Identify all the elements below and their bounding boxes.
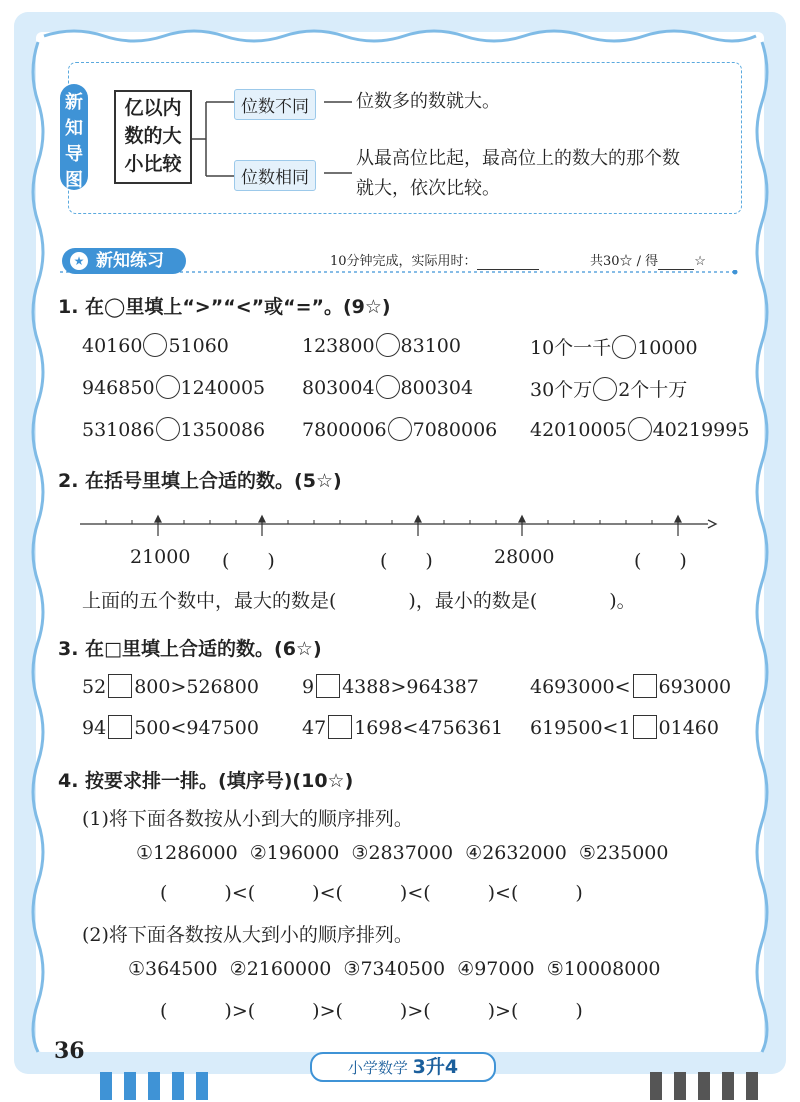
left-number: 946850: [82, 377, 155, 399]
right-number: 7080006: [412, 419, 498, 441]
answer-box[interactable]: [633, 715, 657, 739]
left-number: 7800006: [302, 419, 387, 441]
comparison-item: [530, 375, 687, 402]
branch-label-same-digits: 位数相同: [234, 160, 316, 191]
footer-stripe: [674, 1072, 686, 1100]
branch-connector: [324, 100, 354, 104]
sentence-part: 上面的五个数中，最大的数是(: [82, 590, 337, 612]
sort-item: ④97000: [457, 958, 535, 980]
comparison-item: [302, 417, 497, 441]
suffix-text: 693000: [658, 676, 732, 698]
right-number: 10000: [637, 337, 698, 359]
branch-connector: [324, 171, 354, 175]
answer-circle[interactable]: [628, 417, 652, 441]
footer-stripe: [124, 1072, 136, 1100]
sentence-part: )，最小的数是(: [408, 590, 538, 612]
left-number: 123800: [302, 335, 375, 357]
comparison-item: [302, 375, 473, 399]
q4-part1-instruction: (1)将下面各数按从小到大的顺序排列。: [82, 808, 413, 830]
footer-stripe: [148, 1072, 160, 1100]
answer-box[interactable]: [108, 674, 132, 698]
badge-char: 新: [65, 92, 83, 113]
suffix-text: 800>526800: [134, 676, 259, 698]
answer-circle[interactable]: [143, 333, 167, 357]
topic-line: 数的大: [124, 125, 182, 147]
answer-circle[interactable]: [156, 375, 180, 399]
badge-char: 图: [65, 170, 83, 191]
branch-text-same-digits-line2: 就大，依次比较。: [356, 178, 500, 199]
topic-line: 亿以内: [124, 97, 182, 119]
footer-stripe: [172, 1072, 184, 1100]
timer-text: 10分钟完成，实际用时：: [330, 254, 477, 269]
timer-label: [330, 250, 539, 270]
q4-part2-items: [128, 958, 661, 980]
footer-stripe: [196, 1072, 208, 1100]
comparison-item: [530, 417, 749, 441]
concept-map-bracket: [192, 96, 240, 182]
sentence-part: )。: [609, 590, 636, 612]
left-number: 40160: [82, 335, 143, 357]
sort-item: ①364500: [128, 958, 218, 980]
suffix-text: 01460: [658, 717, 719, 739]
question-1-title: 1. 在◯里填上“>”“<”或“=”。(9☆): [58, 296, 391, 318]
suffix-text: 500<947500: [134, 717, 259, 739]
branch-label-different-digits: 位数不同: [234, 89, 316, 120]
fill-box-item: [302, 674, 479, 698]
prefix-text: 52: [82, 676, 107, 698]
grade-label: 3升4: [412, 1056, 459, 1078]
fill-box-item: [82, 715, 259, 739]
sort-item: ⑤235000: [578, 842, 669, 864]
fill-box-item: [530, 674, 731, 698]
prefix-text: 4693000<: [530, 676, 631, 698]
fill-box-item: [82, 674, 259, 698]
branch-text-same-digits-line1: 从最高位比起，最高位上的数大的那个数: [356, 148, 680, 169]
score-label: [590, 250, 706, 270]
right-number: 2个十万: [618, 379, 688, 401]
prefix-text: 47: [302, 717, 327, 739]
section-divider: [60, 270, 740, 276]
right-number: 83100: [400, 335, 461, 357]
comparison-item: [530, 333, 698, 360]
answer-box[interactable]: [108, 715, 132, 739]
score-text: 共30☆ / 得: [590, 254, 659, 269]
number-line-answer-blank[interactable]: ( ): [634, 550, 687, 572]
q4-part2-instruction: (2)将下面各数按从大到小的顺序排列。: [82, 924, 413, 946]
question-3-title: 3. 在□里填上合适的数。(6☆): [58, 638, 322, 660]
question-2-title: 2. 在括号里填上合适的数。(5☆): [58, 470, 342, 492]
right-number: 40219995: [652, 419, 750, 441]
answer-circle[interactable]: [376, 375, 400, 399]
comparison-item: [302, 333, 461, 357]
answer-circle[interactable]: [156, 417, 180, 441]
page-number: 36: [54, 1038, 85, 1064]
star-icon: ☆: [694, 254, 706, 269]
badge-char: 导: [65, 144, 83, 165]
right-number: 800304: [400, 377, 474, 399]
number-line: [80, 512, 720, 536]
footer-stripe: [746, 1072, 758, 1100]
comparison-item: [82, 375, 265, 399]
q4-part2-answer[interactable]: ( )>( )>( )>( )>( ): [160, 1000, 583, 1022]
answer-box[interactable]: [316, 674, 340, 698]
sort-item: ⑤10008000: [546, 958, 661, 980]
comparison-item: [82, 417, 265, 441]
fill-box-item: [302, 715, 503, 739]
left-number: 42010005: [530, 419, 627, 441]
answer-circle[interactable]: [388, 417, 412, 441]
book-label-pill: [310, 1052, 496, 1082]
sort-item: ①1286000: [136, 842, 238, 864]
badge-char: 知: [65, 118, 83, 139]
branch-text-different-digits: 位数多的数就大。: [356, 91, 500, 112]
answer-box[interactable]: [633, 674, 657, 698]
sort-item: ③2837000: [351, 842, 454, 864]
suffix-text: 4388>964387: [342, 676, 479, 698]
right-number: 51060: [168, 335, 229, 357]
answer-circle[interactable]: [593, 377, 617, 401]
right-number: 1240005: [180, 377, 266, 399]
number-line-answer-blank[interactable]: ( ): [380, 550, 433, 572]
q4-part1-items: [136, 842, 669, 864]
sort-item: ②196000: [249, 842, 340, 864]
left-number: 803004: [302, 377, 375, 399]
answer-circle[interactable]: [612, 335, 636, 359]
footer-stripe: [100, 1072, 112, 1100]
number-line-label: 21000: [130, 546, 191, 568]
score-blank[interactable]: [658, 254, 694, 270]
sort-item: ③7340500: [343, 958, 446, 980]
comparison-item: [82, 333, 229, 357]
new-knowledge-badge: [60, 84, 88, 190]
prefix-text: 9: [302, 676, 315, 698]
q2-sentence: [82, 586, 636, 613]
time-blank[interactable]: [477, 254, 539, 270]
book-label: 小学数学: [347, 1059, 408, 1077]
left-number: 531086: [82, 419, 155, 441]
prefix-text: 94: [82, 717, 107, 739]
suffix-text: 1698<4756361: [354, 717, 504, 739]
fill-box-item: [530, 715, 719, 739]
topic-line: 小比较: [124, 153, 182, 175]
answer-box[interactable]: [328, 715, 352, 739]
footer-stripe: [698, 1072, 710, 1100]
number-line-label: 28000: [494, 546, 555, 568]
answer-circle[interactable]: [376, 333, 400, 357]
medal-icon: ★: [70, 252, 88, 270]
sort-item: ②2160000: [229, 958, 332, 980]
prefix-text: 619500<1: [530, 717, 631, 739]
number-line-answer-blank[interactable]: ( ): [222, 550, 275, 572]
left-number: 10个一千: [530, 337, 612, 359]
question-4-title: 4. 按要求排一排。(填序号)(10☆): [58, 770, 354, 792]
left-number: 30个万: [530, 379, 593, 401]
concept-topic-box: [114, 90, 192, 184]
right-number: 1350086: [180, 419, 266, 441]
section-title: 新知练习: [96, 251, 164, 271]
footer-stripe: [650, 1072, 662, 1100]
sort-item: ④2632000: [465, 842, 567, 864]
footer-stripe: [722, 1072, 734, 1100]
q4-part1-answer[interactable]: ( )<( )<( )<( )<( ): [160, 882, 583, 904]
